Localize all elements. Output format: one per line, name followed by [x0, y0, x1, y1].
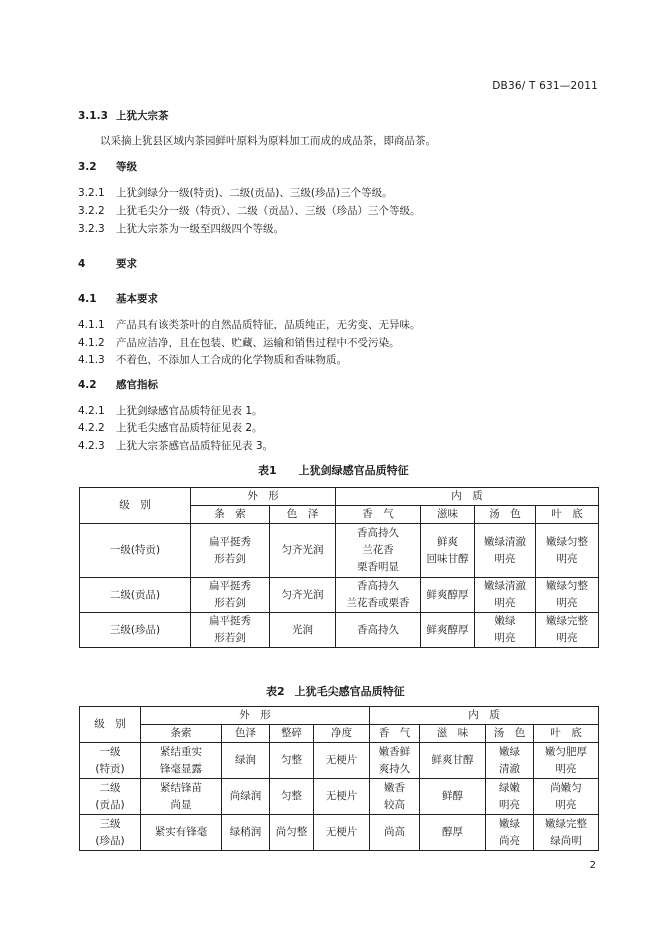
cell: 鲜爽醇厚 — [421, 578, 475, 613]
cell: 鲜醇 — [420, 779, 486, 815]
section-title: 感官指标 — [116, 379, 158, 391]
section-number: 4.1 — [78, 293, 97, 305]
clause-number: 4.2.2 — [78, 422, 105, 434]
table-row — [80, 779, 599, 815]
header-outer: 外 形 — [191, 488, 336, 506]
clause-4-2-1 — [78, 403, 263, 418]
clause-text: 上犹剑绿分一级(特贡)、二级(贡品)、三级(珍品)三个等级。 — [116, 187, 393, 199]
cell: 尚绿润 — [222, 779, 270, 815]
grade-cell: 二级(贡品) — [80, 578, 191, 613]
cell: 紧结锋苗 尚显 — [141, 779, 222, 815]
table-caption-title: 上犹剑绿感官品质特征 — [298, 464, 409, 477]
col-header: 滋 味 — [420, 725, 486, 743]
cell: 嫩香 较高 — [370, 779, 420, 815]
section-4-1-heading — [78, 291, 158, 306]
clause-4-1-1 — [78, 317, 421, 332]
cell: 香高持久 — [336, 613, 421, 648]
table1-caption — [258, 462, 409, 478]
cell: 鲜爽甘醇 — [420, 743, 486, 779]
section-title: 要求 — [116, 258, 137, 270]
section-number: 4.2 — [78, 379, 97, 391]
section-3-1-3-heading — [78, 108, 169, 123]
table-row — [80, 613, 599, 648]
col-header: 条 索 — [191, 506, 270, 524]
clause-text: 上犹剑绿感官品质特征见表 1。 — [116, 405, 263, 417]
cell: 尚高 — [370, 815, 420, 851]
cell: 匀齐光润 — [270, 524, 336, 578]
cell: 匀齐光润 — [270, 578, 336, 613]
col-header: 汤 色 — [486, 725, 534, 743]
cell: 鲜爽 回味甘醇 — [421, 524, 475, 578]
clause-text: 上犹毛尖感官品质特征见表 2。 — [116, 422, 263, 434]
cell: 嫩绿 尚亮 — [486, 815, 534, 851]
cell: 嫩绿 清澈 — [486, 743, 534, 779]
cell: 绿润 — [222, 743, 270, 779]
grade-cell: 三级(珍品) — [80, 613, 191, 648]
clause-number: 4.2.3 — [78, 440, 105, 452]
cell: 绿稍润 — [222, 815, 270, 851]
section-number: 3.2 — [78, 161, 97, 173]
cell: 鲜爽醇厚 — [421, 613, 475, 648]
col-header: 汤 色 — [475, 506, 536, 524]
clause-number: 4.1.2 — [78, 337, 105, 349]
table-row — [80, 578, 599, 613]
table1-jianlv — [79, 487, 599, 648]
clause-text: 产品应洁净，且在包装、贮藏、运输和销售过程中不受污染。 — [116, 337, 400, 349]
col-header: 色泽 — [222, 725, 270, 743]
header-inner: 内 质 — [336, 488, 599, 506]
clause-text: 上犹大宗茶为一级至四级四个等级。 — [116, 223, 284, 235]
cell: 匀整 — [270, 743, 314, 779]
cell: 嫩绿匀整 明亮 — [536, 524, 599, 578]
section-title: 等级 — [116, 161, 137, 173]
header-outer: 外 形 — [141, 707, 370, 725]
col-header: 整碎 — [270, 725, 314, 743]
section-number: 4 — [78, 258, 86, 270]
table2-maojian — [79, 706, 599, 851]
cell: 香高持久 兰花香或栗香 — [336, 578, 421, 613]
page-number: 2 — [589, 860, 596, 871]
section-3-1-3-body: 以采摘上犹县区域内茶园鲜叶原料为原料加工而成的成品茶，即商品茶。 — [100, 135, 436, 147]
clause-text: 产品具有该类茶叶的自然品质特征，品质纯正，无劣变、无异味。 — [116, 319, 421, 331]
cell: 香高持久 兰花香 栗香明显 — [336, 524, 421, 578]
clause-text: 上犹大宗茶感官品质特征见表 3。 — [116, 440, 274, 452]
doc-id: DB36/ T 631—2011 — [492, 80, 598, 92]
cell: 扁平挺秀 形若剑 — [191, 613, 270, 648]
cell: 紧结重实 锋毫显露 — [141, 743, 222, 779]
table-row — [80, 524, 599, 578]
cell: 扁平挺秀 形若剑 — [191, 578, 270, 613]
header-grade: 级 别 — [80, 488, 191, 524]
cell: 扁平挺秀 形若剑 — [191, 524, 270, 578]
clause-3-2-2 — [78, 203, 421, 218]
table2-caption — [266, 683, 405, 699]
cell: 无梗片 — [314, 779, 370, 815]
section-title: 基本要求 — [116, 293, 158, 305]
cell: 嫩绿完整 明亮 — [536, 613, 599, 648]
header-inner: 内 质 — [370, 707, 599, 725]
grade-cell: 三级 (珍品) — [80, 815, 141, 851]
table-row — [80, 815, 599, 851]
cell: 尚嫩匀 明亮 — [534, 779, 599, 815]
col-header: 滋味 — [421, 506, 475, 524]
cell: 匀整 — [270, 779, 314, 815]
col-header: 叶 底 — [536, 506, 599, 524]
clause-3-2-1 — [78, 185, 393, 200]
cell: 嫩绿匀整 明亮 — [536, 578, 599, 613]
clause-number: 3.2.2 — [78, 205, 105, 217]
clause-text: 上犹毛尖分一级（特贡）、二级（贡品）、三级（珍品）三个等级。 — [116, 205, 421, 217]
clause-4-1-3 — [78, 352, 347, 367]
clause-3-2-3 — [78, 221, 284, 236]
cell: 无梗片 — [314, 743, 370, 779]
col-header: 净度 — [314, 725, 370, 743]
grade-cell: 二级 (贡品) — [80, 779, 141, 815]
clause-number: 3.2.1 — [78, 187, 105, 199]
cell: 紧实有锋毫 — [141, 815, 222, 851]
cell: 嫩绿完整 绿尚明 — [534, 815, 599, 851]
section-4-2-heading — [78, 377, 158, 392]
cell: 嫩绿 明亮 — [475, 613, 536, 648]
table-caption-title: 上犹毛尖感官品质特征 — [294, 685, 405, 698]
table-caption-number: 表2 — [266, 685, 285, 698]
section-3-2-heading — [78, 159, 137, 174]
table-caption-number: 表1 — [258, 464, 277, 477]
clause-number: 4.1.1 — [78, 319, 105, 331]
cell: 尚匀整 — [270, 815, 314, 851]
clause-number: 4.1.3 — [78, 354, 105, 366]
grade-cell: 一级 (特贡) — [80, 743, 141, 779]
cell: 光润 — [270, 613, 336, 648]
section-4-heading — [78, 256, 137, 271]
section-number: 3.1.3 — [78, 110, 108, 122]
col-header: 叶 底 — [534, 725, 599, 743]
clause-number: 4.2.1 — [78, 405, 105, 417]
col-header: 香 气 — [336, 506, 421, 524]
table-row — [80, 743, 599, 779]
clause-4-1-2 — [78, 335, 400, 350]
section-title: 上犹大宗茶 — [116, 110, 169, 122]
clause-text: 不着色，不添加人工合成的化学物质和香味物质。 — [116, 354, 347, 366]
cell: 嫩匀肥厚 明亮 — [534, 743, 599, 779]
header-grade: 级 别 — [80, 707, 141, 743]
clause-4-2-3 — [78, 438, 273, 453]
cell: 嫩绿清澈 明亮 — [475, 524, 536, 578]
grade-cell: 一级(特贡) — [80, 524, 191, 578]
cell: 嫩绿清澈 明亮 — [475, 578, 536, 613]
clause-number: 3.2.3 — [78, 223, 105, 235]
cell: 绿嫩 明亮 — [486, 779, 534, 815]
clause-4-2-2 — [78, 420, 263, 435]
cell: 无梗片 — [314, 815, 370, 851]
cell: 醇厚 — [420, 815, 486, 851]
col-header: 色 泽 — [270, 506, 336, 524]
col-header: 香 气 — [370, 725, 420, 743]
col-header: 条索 — [141, 725, 222, 743]
cell: 嫩香鲜 爽持久 — [370, 743, 420, 779]
